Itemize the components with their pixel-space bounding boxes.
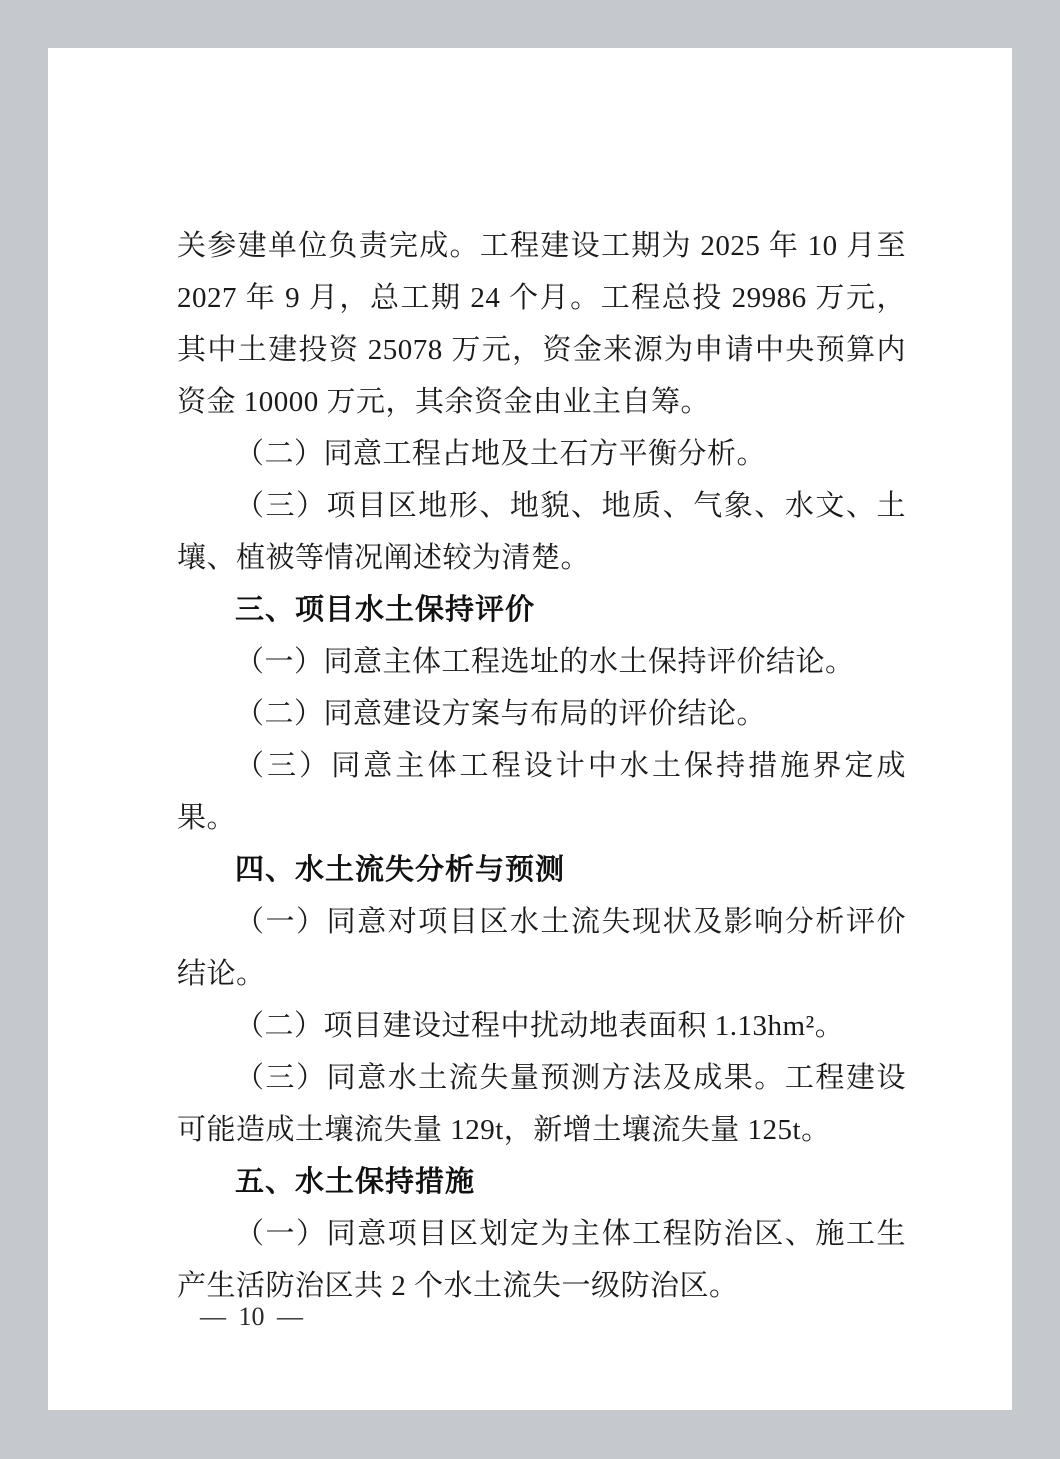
section-heading-4: 四、水土流失分析与预测 (235, 854, 566, 886)
paragraph-item-3: （三）同意主体工程设计中水土保持措施界定成果。 (177, 750, 906, 834)
document-page (48, 48, 1012, 1410)
section-heading-5: 五、水土保持措施 (235, 1166, 476, 1198)
paragraph-item-1: （一）同意项目区划定为主体工程防治区、施工生产生活防治区共 2 个水土流失一级防治区。 (177, 1218, 906, 1302)
paragraph-item-2: （二）同意工程占地及土石方平衡分析。 (235, 438, 767, 470)
paragraph-item-2: （二）同意建设方案与布局的评价结论。 (235, 698, 767, 730)
document-content (177, 220, 906, 1312)
paragraph-item-1: （一）同意主体工程选址的水土保持评价结论。 (235, 646, 855, 678)
paragraph-item-1: （一）同意对项目区水土流失现状及影响分析评价结论。 (177, 906, 906, 990)
paragraph-item-2: （二）项目建设过程中扰动地表面积 1.13hm²。 (235, 1010, 845, 1042)
paragraph-continuation: 关参建单位负责完成。工程建设工期为 2025 年 10 月至 2027 年 9 月，总工期 24 个月。工程总投 29986 万元，其中土建投资 25078 万元，资金来源为申请中央预算内资金 10000 万元，其余资金由业主自筹。 (177, 230, 906, 418)
section-heading-3: 三、项目水土保持评价 (235, 594, 536, 626)
paragraph-item-3: （三）项目区地形、地貌、地质、气象、水文、土壤、植被等情况阐述较为清楚。 (177, 490, 906, 574)
page-number: — 10 — (200, 1302, 303, 1331)
paragraph-item-3: （三）同意水土流失量预测方法及成果。工程建设可能造成土壤流失量 129t，新增土壤流失量 125t。 (177, 1062, 906, 1146)
